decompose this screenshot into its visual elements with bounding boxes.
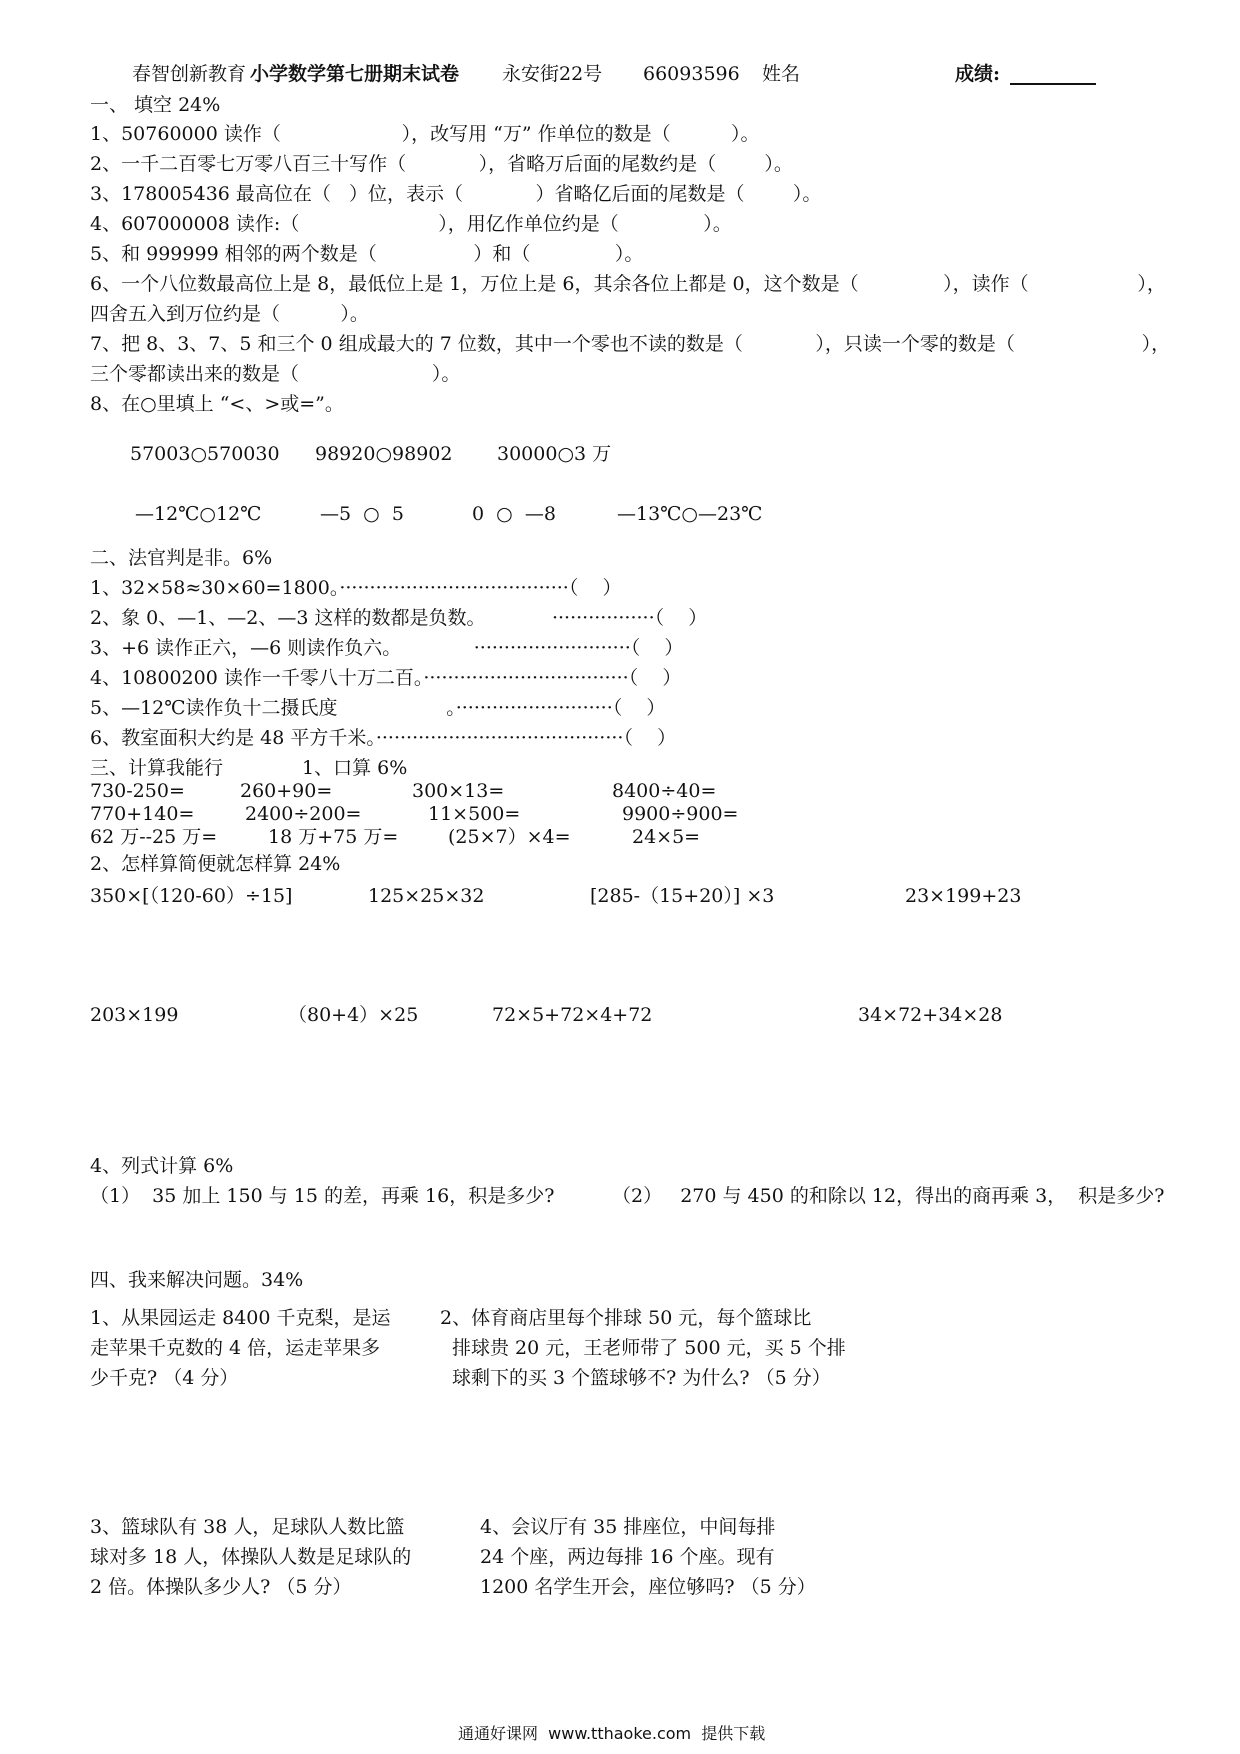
judge-item: 5、—12℃读作负十二摄氏度 。··························（ ）: [90, 697, 666, 719]
calc-problem: （80+4）×25: [288, 1004, 419, 1026]
calc-problem: 350×[（120-60）÷15]: [90, 885, 293, 907]
question-line: 3、178005436 最高位在（ ）位，表示（ ）省略亿后面的尾数是（ ）。: [90, 183, 822, 205]
phone: 66093596: [643, 63, 740, 85]
school-name: 春智创新教育: [132, 63, 247, 85]
oral-item: 11×500=: [428, 803, 521, 825]
oral-item: 2400÷200=: [245, 803, 362, 825]
section-heading: 一、 填空 24%: [90, 94, 221, 116]
address: 永安街22号: [502, 63, 603, 85]
oral-item: 730-250=: [90, 780, 185, 802]
footer-text: 通通好课网 www.tthaoke.com 提供下载: [458, 1724, 766, 1743]
problem-line: 1、从果园运走 8400 千克梨，是运: [90, 1307, 391, 1329]
word-equation: （2） 270 与 450 的和除以 12，得出的商再乘 3， 积是多少?: [612, 1185, 1165, 1207]
calc-problem: 203×199: [90, 1004, 179, 1026]
question-line: 5、和 999999 相邻的两个数是（ ）和（ ）。: [90, 243, 644, 265]
compare-item: —13℃○—23℃: [617, 503, 763, 525]
calc-problem: 23×199+23: [905, 885, 1022, 907]
compare-item: 98920○98902: [315, 443, 453, 465]
judge-item: 6、教室面积大约是 48 平方千米。·········································（ ）: [90, 727, 677, 749]
judge-item: 2、象 0、—1、—2、—3 这样的数都是负数。 ·················（ ）: [90, 607, 708, 629]
oral-item: 770+140=: [90, 803, 195, 825]
problem-line: 1200 名学生开会，座位够吗? （5 分）: [480, 1576, 816, 1598]
oral-item: 8400÷40=: [612, 780, 717, 802]
section-heading: 三、计算我能行: [90, 757, 224, 779]
oral-item: 18 万+75 万=: [268, 826, 399, 848]
score-blank: [1010, 63, 1096, 85]
score-label: 成绩:: [955, 63, 1001, 85]
compare-item: 57003○570030: [130, 443, 280, 465]
problem-line: 2、体育商店里每个排球 50 元，每个篮球比: [440, 1307, 812, 1329]
question-line: 6、一个八位数最高位上是 8，最低位上是 1，万位上是 6，其余各位上都是 0，这个数是（ ），读作（ ），: [90, 273, 1166, 295]
problem-line: 24 个座，两边每排 16 个座。现有: [480, 1546, 775, 1568]
subsection-heading: 4、列式计算 6%: [90, 1155, 234, 1177]
section-heading: 四、我来解决问题。34%: [90, 1269, 304, 1291]
problem-line: 排球贵 20 元，王老师带了 500 元，买 5 个排: [452, 1337, 846, 1359]
subsection-heading: 2、怎样算简便就怎样算 24%: [90, 853, 341, 875]
problem-line: 3、篮球队有 38 人，足球队人数比篮: [90, 1516, 405, 1538]
oral-item: 24×5=: [632, 826, 701, 848]
problem-line: 2 倍。体操队多少人? （5 分）: [90, 1576, 352, 1598]
problem-line: 球对多 18 人，体操队人数是足球队的: [90, 1546, 412, 1568]
problem-line: 少千克? （4 分）: [90, 1367, 239, 1389]
question-line: 4、607000008 读作:（ ），用亿作单位约是（ ）。: [90, 213, 732, 235]
oral-item: 260+90=: [240, 780, 333, 802]
calc-problem: 34×72+34×28: [858, 1004, 1003, 1026]
subsection-heading: 1、口算 6%: [302, 757, 408, 779]
question-line: 8、在○里填上 “<、>或=”。: [90, 393, 344, 415]
compare-item: 30000○3 万: [497, 443, 612, 465]
oral-item: (25×7）×4=: [448, 826, 571, 848]
judge-item: 3、+6 读作正六，—6 则读作负六。 ··························（ ）: [90, 637, 684, 659]
question-line: 三个零都读出来的数是（ ）。: [90, 363, 461, 385]
oral-item: 9900÷900=: [622, 803, 739, 825]
compare-item: —12℃○12℃: [135, 503, 262, 525]
judge-item: 4、10800200 读作一千零八十万二百。··································（ ）: [90, 667, 682, 689]
oral-item: 62 万--25 万=: [90, 826, 218, 848]
problem-line: 球剩下的买 3 个篮球够不? 为什么? （5 分）: [452, 1367, 831, 1389]
word-equation: （1） 35 加上 150 与 15 的差，再乘 16，积是多少?: [90, 1185, 555, 1207]
calc-problem: [285-（15+20）] ×3: [590, 885, 775, 907]
compare-item: —5 ○ 5: [320, 503, 404, 525]
question-line: 1、50760000 读作（ ），改写用 “万” 作单位的数是（ ）。: [90, 123, 760, 145]
question-line: 四舍五入到万位约是（ ）。: [90, 303, 369, 325]
calc-problem: 125×25×32: [368, 885, 485, 907]
question-line: 7、把 8、3、7、5 和三个 0 组成最大的 7 位数，其中一个零也不读的数是（ ），只读一个零的数是（ ），: [90, 333, 1171, 355]
question-line: 2、一千二百零七万零八百三十写作（ ），省略万后面的尾数约是（ ）。: [90, 153, 793, 175]
oral-item: 300×13=: [412, 780, 505, 802]
compare-item: 0 ○ —8: [472, 503, 556, 525]
problem-line: 走苹果千克数的 4 倍，运走苹果多: [90, 1337, 381, 1359]
judge-item: 1、32×58≈30×60=1800。······································（ ）: [90, 577, 622, 599]
problem-line: 4、会议厅有 35 排座位，中间每排: [480, 1516, 776, 1538]
name-label: 姓名: [762, 63, 801, 85]
section-heading: 二、法官判是非。6%: [90, 547, 273, 569]
calc-problem: 72×5+72×4+72: [492, 1004, 653, 1026]
exam-title: 小学数学第七册期末试卷: [250, 63, 460, 85]
